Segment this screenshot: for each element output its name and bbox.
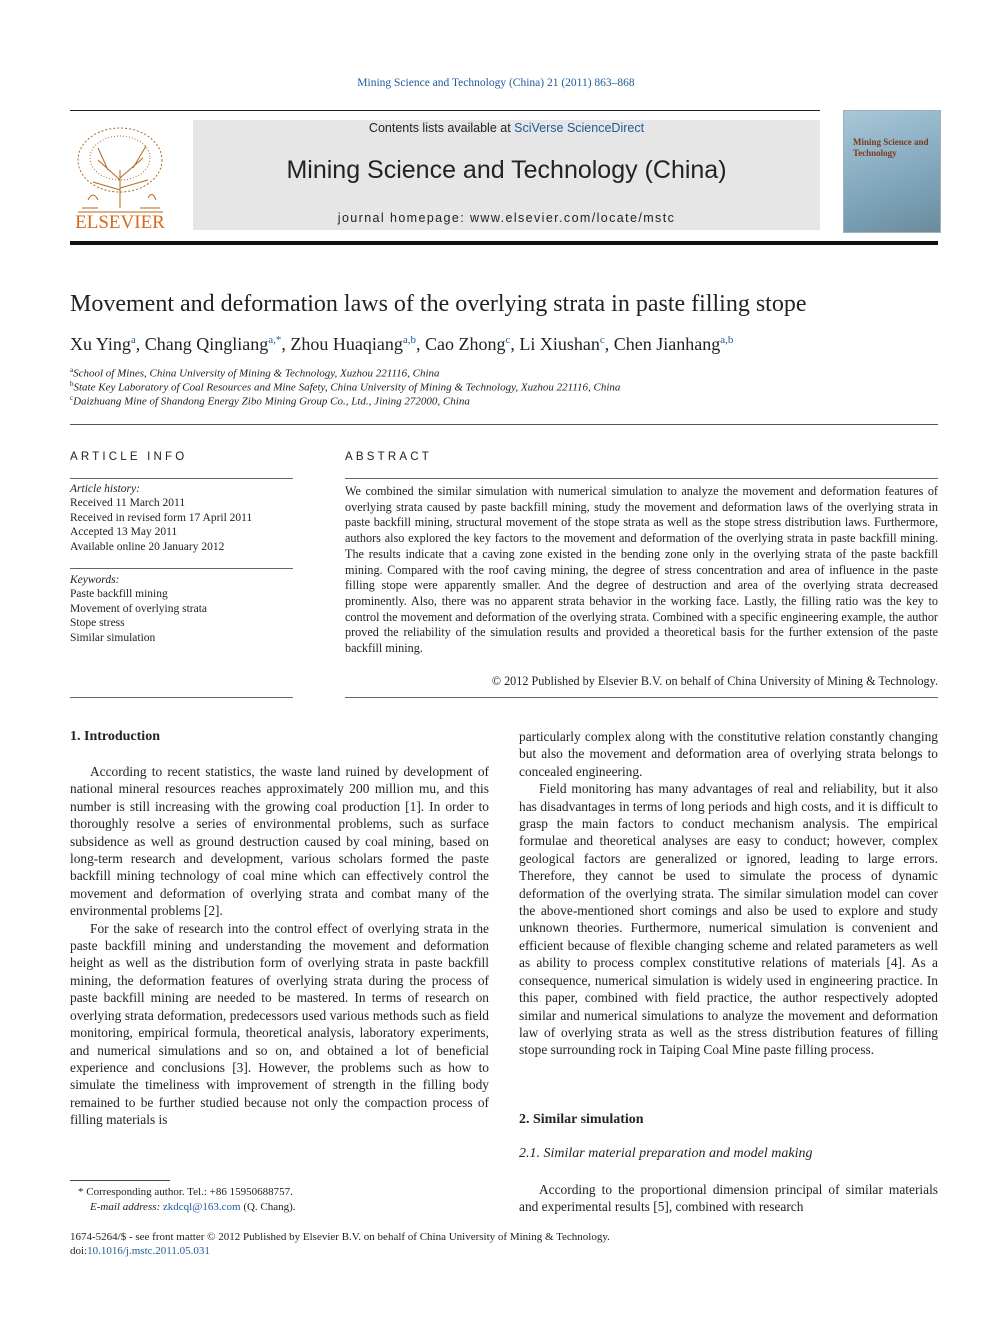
keywords-label: Keywords: xyxy=(70,574,120,586)
paragraph: For the sake of research into the control effect of overlying strata in the paste backfill mining and understanding the movement and deformation height as well as the distribution form of overlying strata in paste backfill mining, the deformation features of overlying strata during the process of paste backfill mining are needed to be mastered. In terms of research on overlying strata deformation, predecessors used various methods such as field monitoring, empirical formula, theoretical analysis, laboratory experiments, and numerical simulations and so on, and obtained a lot of beneficial experience and conclusions [3]. However, the problems such as how to simulate the timeliness with improvement of strength in the filling body remained to be further studied because not only the compaction process of filling materials is xyxy=(70,920,489,1128)
email-label: E-mail address: xyxy=(90,1201,163,1213)
history-item: Received 11 March 2011 xyxy=(70,497,186,510)
contents-line xyxy=(193,121,820,135)
header-rule xyxy=(70,110,820,111)
elsevier-logo xyxy=(68,120,173,232)
abstract-rule xyxy=(345,478,938,479)
article-title: Movement and deformation laws of the overlying strata in paste filling stope xyxy=(70,291,807,317)
email-note xyxy=(90,1201,520,1213)
keywords xyxy=(70,573,295,645)
author: Zhou Huaqiang xyxy=(290,334,403,354)
affil-text: School of Mines, China University of Mining & Technology, Xuzhou 221116, China xyxy=(73,367,440,380)
abstract-copyright: © 2012 Published by Elsevier B.V. on behalf of China University of Mining & Technology. xyxy=(491,674,938,688)
author-affil-marker[interactable]: a,b xyxy=(720,334,734,346)
article-info-rule xyxy=(70,478,293,479)
affil-text: Daizhuang Mine of Shandong Energy Zibo Mining Group Co., Ltd., Jining 272000, China xyxy=(73,395,470,408)
article-history xyxy=(70,482,295,554)
issn-line: 1674-5264/$ - see front matter © 2012 Published by Elsevier B.V. on behalf of China University of Mining & Technology. xyxy=(70,1231,610,1243)
author: Li Xiushan xyxy=(519,334,600,354)
info-bottom-rule xyxy=(70,697,293,698)
history-label: Article history: xyxy=(70,483,140,495)
keyword-item: Movement of overlying strata xyxy=(70,602,208,615)
section-divider xyxy=(70,424,938,425)
author: Cao Zhong xyxy=(425,334,506,354)
contents-prefix: Contents lists available at xyxy=(368,121,515,135)
abstract-bottom-rule xyxy=(345,697,938,698)
journal-homepage xyxy=(193,211,820,225)
affil-label: a xyxy=(70,366,74,374)
affil-label: c xyxy=(70,394,74,402)
keywords-rule xyxy=(70,568,293,569)
abstract-text: We combined the similar simulation with numerical simulation to analyze the movement and deformation features of overlying strata caused by paste backfill mining, study the movement and deformation laws of the overlying strata in paste backfill mining, structural movement of the stope strata as well as the stope stress distribution laws. Furthermore, authors also explored the key factors to the movement and deformation of the overlying strata in paste backfill mining. The results indicate that a caving zone existed in the bending zone only in the overlying strata of the paste backfill mining. Compared with the roof caving mining, the degree of stress concentration and area of influence in the paste filling stope were apparently smaller. And the degree of destruction and area of the overlying strata decreased prominently. Also, there was no apparent strata behavior in the working face. Lastly, the filling ratio was the key to control the movement and deformation of the overlying strata. Combined with a specific engineering example, the author proved the reliability of the simulation results and provided a theoretical basis for the further extension of the paste backfill mining. xyxy=(345,484,938,656)
section2-heading: 2. Similar simulation xyxy=(519,1112,644,1127)
author-affil-marker[interactable]: c xyxy=(505,334,511,346)
paragraph: Field monitoring has many advantages of real and reliability, but it also has disadvantages in terms of long periods and high costs, and it is difficult to grasp the main factors to conduct mechanism analysis. The empirical formulae and theoretical analyses are easy to conduct; however, complex geological factors are generalized or ignored, leading to large errors. Therefore, they cannot be used to simulate the process of dynamic deformation of the overlying strata. The similar simulation model can cover the above-mentioned short comings and also be used to explore and study unknown theories. Furthermore, numerical simulation is convenient and efficient because of flexible changing scheme and related parameters as well as ability to process complex constitutive relations of materials [4]. As a consequence, numerical simulation is widely used in engineering practice. In this paper, combined with field practice, the author respectively adopted similar and numerical simulations to analyze the movement and deformation law of overlying strata as well as the stress distribution features of filling stope surrounding rock in Taiping Coal Mine paste filling process. xyxy=(519,781,938,1058)
section21-text xyxy=(519,1181,938,1216)
paragraph: According to recent statistics, the waste land ruined by development of national mineral resources reaches approximately 200 million mu, and this number is still increasing with the growing coal production [1]. In order to thoroughly resolve a series of environmental problems, such as surface subsidence as well as ground destruction caused by coal mining, based on long-term research and development, various scholars formed the paste backfill mining technology of coal mine which can effectively control the movement and deformation of overlying strata and combat many of the environmental problems [2]. xyxy=(70,764,489,919)
author-affil-marker[interactable]: c xyxy=(599,334,605,346)
affiliation-b xyxy=(70,380,938,394)
article-info-heading: ARTICLE INFO xyxy=(70,451,188,463)
cover-title: Mining Science and Technology xyxy=(853,137,929,158)
history-item: Available online 20 January 2012 xyxy=(70,540,225,553)
intro-heading: 1. Introduction xyxy=(70,729,160,744)
history-item: Received in revised form 17 April 2011 xyxy=(70,511,253,524)
journal-cover-image xyxy=(843,110,941,233)
abstract-heading: ABSTRACT xyxy=(345,451,432,463)
section21-heading: 2.1. Similar material preparation and model making xyxy=(519,1146,813,1161)
sciencedirect-link[interactable]: SciVerse ScienceDirect xyxy=(514,121,645,135)
footnote-rule xyxy=(70,1180,170,1181)
author-affil-marker[interactable]: a xyxy=(130,334,136,346)
affiliation-c xyxy=(70,394,938,408)
elsevier-wordmark: ELSEVIER xyxy=(75,212,165,232)
right-column xyxy=(519,728,938,1059)
author-affil-marker[interactable]: a,b xyxy=(402,334,416,346)
history-item: Accepted 13 May 2011 xyxy=(70,526,178,539)
affil-label: b xyxy=(70,380,74,388)
author: Chen Jianhang xyxy=(613,334,721,354)
affiliation-a xyxy=(70,366,938,380)
doi-link[interactable]: 10.1016/j.mstc.2011.05.031 xyxy=(87,1245,210,1257)
author-list: Xu Ying$^a$, Chang Qingliang$^{a,*}$, Zhou Huaqiang$^{a,b}$, Cao Zhong$^c$, Li Xiushan$^c$, Chen Jianhang$^{a,b}$ xyxy=(70,334,734,354)
homepage-url[interactable]: www.elsevier.com/locate/mstc xyxy=(470,211,676,225)
author-affil-marker[interactable]: a,* xyxy=(268,334,282,346)
author: Xu Ying xyxy=(70,334,131,354)
journal-citation[interactable]: Mining Science and Technology (China) 21 (2011) 863–868 xyxy=(357,77,635,89)
email-link[interactable]: zkdcql@163.com xyxy=(162,1201,241,1213)
keyword-item: Stope stress xyxy=(70,617,125,630)
corresponding-author-note: * Corresponding author. Tel.: +86 15950688757. xyxy=(78,1186,293,1198)
keyword-item: Paste backfill mining xyxy=(70,588,168,601)
paragraph: According to the proportional dimension principal of similar materials and experimental results [5], combined with research xyxy=(519,1182,938,1215)
header-thick-rule xyxy=(70,241,938,245)
homepage-prefix: journal homepage: xyxy=(337,211,470,225)
paragraph: particularly complex along with the constitutive relation constantly changing but also the movement and deformation area of overlying strata belongs to concealed engineering. xyxy=(519,729,938,779)
doi-label: doi: xyxy=(70,1245,88,1257)
keyword-item: Similar simulation xyxy=(70,631,156,644)
journal-name: Mining Science and Technology (China) xyxy=(286,156,727,184)
author: Chang Qingliang xyxy=(144,334,269,354)
doi-line xyxy=(70,1245,938,1257)
affil-text: State Key Laboratory of Coal Resources and Mine Safety, China University of Mining & Technology, Xuzhou 221116, China xyxy=(73,381,621,394)
left-column xyxy=(70,763,489,1129)
email-suffix: (Q. Chang). xyxy=(240,1201,296,1213)
